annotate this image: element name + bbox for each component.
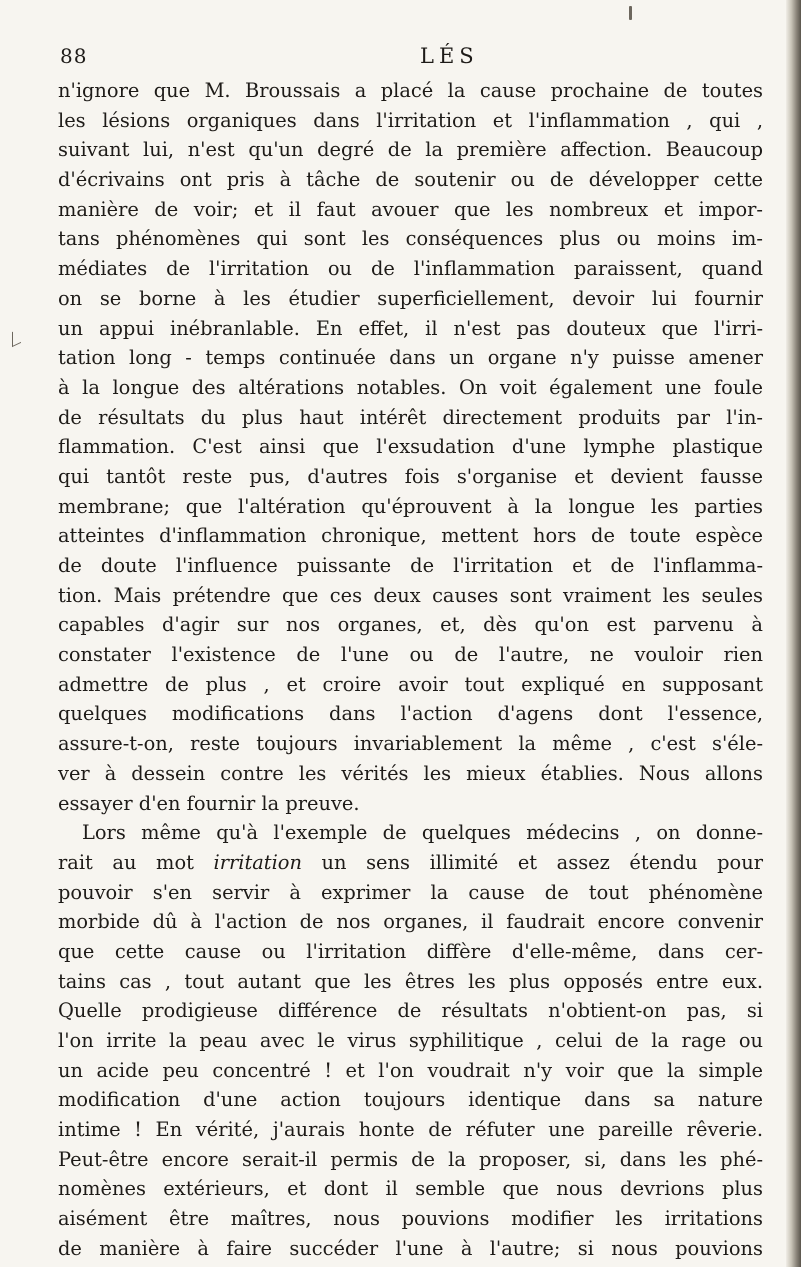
text-line: manière de voir; et il faut avouer que les nombreux et impor-: [58, 197, 763, 221]
text-line: tans phénomènes qui sont les conséquences plus ou moins im-: [58, 227, 763, 251]
text-line: d'écrivains ont pris à tâche de soutenir ou de développer cette: [58, 168, 763, 192]
text-line: les lésions organiques dans l'irritation et l'inflammation , qui ,: [58, 108, 763, 132]
italic-word: irritation: [213, 850, 302, 874]
text-line: Lors même qu'à l'exemple de quelques médecins , on donne-: [82, 821, 763, 845]
text-line: tion. Mais prétendre que ces deux causes sont vraiment les seules: [58, 583, 763, 607]
text-line: de manière à faire succéder l'une à l'autre; si nous pouvions: [58, 1236, 763, 1260]
text-line: ver à dessein contre les vérités les mieux établies. Nous allons: [58, 761, 763, 785]
text-line: admettre de plus , et croire avoir tout expliqué en supposant: [58, 672, 763, 696]
text-line: pouvoir s'en servir à exprimer la cause de tout phénomène: [58, 880, 763, 904]
text-line: tation long - temps continuée dans un organe n'y puisse amener: [58, 346, 763, 370]
text-line: un acide peu concentré ! et l'on voudrait n'y voir que la simple: [58, 1058, 763, 1082]
text-line: assure-t-on, reste toujours invariablement la même , c'est s'éle-: [58, 732, 763, 756]
text-line: intime ! En vérité, j'aurais honte de réfuter une pareille rêverie.: [58, 1118, 763, 1142]
text-line: un appui inébranlable. En effet, il n'est pas douteux que l'irri-: [58, 316, 763, 340]
text-line: constater l'existence de l'une ou de l'autre, ne vouloir rien: [58, 643, 763, 667]
text-line: médiates de l'irritation ou de l'inflammation paraissent, quand: [58, 257, 763, 281]
margin-mark: [12, 328, 21, 347]
text-line: que cette cause ou l'irritation diffère d'elle-même, dans cer-: [58, 939, 763, 963]
body-text: [58, 76, 763, 1264]
text-line: tains cas , tout autant que les êtres les plus opposés entre eux.: [58, 969, 763, 993]
text-line: Quelle prodigieuse différence de résultats n'obtient-on pas, si: [58, 999, 763, 1023]
text-line: de résultats du plus haut intérêt directement produits par l'in-: [58, 405, 763, 429]
text-line: suivant lui, n'est qu'un degré de la première affection. Beaucoup: [58, 138, 763, 162]
text-line: capables d'agir sur nos organes, et, dès qu'on est parvenu à: [58, 613, 763, 637]
text-line: à la longue des altérations notables. On voit également une foule: [58, 375, 763, 399]
text-line: Peut-être encore serait-il permis de la proposer, si, dans les phé-: [58, 1147, 763, 1171]
text-line: l'on irrite la peau avec le virus syphilitique , celui de la rage ou: [58, 1029, 763, 1052]
text-line: nomènes extérieurs, et dont il semble que nous devrions plus: [58, 1177, 763, 1201]
running-head: LÉS: [420, 44, 479, 68]
page-header: [60, 44, 760, 72]
text-line: qui tantôt reste pus, d'autres fois s'organise et devient fausse: [58, 464, 763, 488]
text-line: membrane; que l'altération qu'éprouvent à la longue les parties: [58, 494, 763, 518]
text-line: aisément être maîtres, nous pouvions modifier les irritations: [58, 1207, 763, 1231]
text-line: rait au mot irritation un sens illimité et assez étendu pour: [58, 850, 763, 874]
text-line: quelques modifications dans l'action d'agens dont l'essence,: [58, 702, 763, 726]
text-line: n'ignore que M. Broussais a placé la cause prochaine de toutes: [58, 79, 763, 102]
page-number: 88: [60, 44, 88, 68]
text-line: essayer d'en fournir la preuve.: [58, 791, 360, 815]
text-line: de doute l'influence puissante de l'irritation et de l'inflamma-: [58, 554, 763, 577]
text-line: morbide dû à l'action de nos organes, il faudrait encore convenir: [58, 910, 763, 934]
text-line: flammation. C'est ainsi que l'exsudation d'une lymphe plastique: [58, 435, 763, 459]
page-gutter-shadow: [786, 0, 801, 1267]
text-line: on se borne à les étudier superficiellement, devoir lui fournir: [58, 286, 763, 310]
text-line: atteintes d'inflammation chronique, mettent hors de toute espèce: [58, 524, 763, 548]
ink-mark: [629, 6, 632, 20]
text-line: modification d'une action toujours identique dans sa nature: [58, 1088, 763, 1112]
